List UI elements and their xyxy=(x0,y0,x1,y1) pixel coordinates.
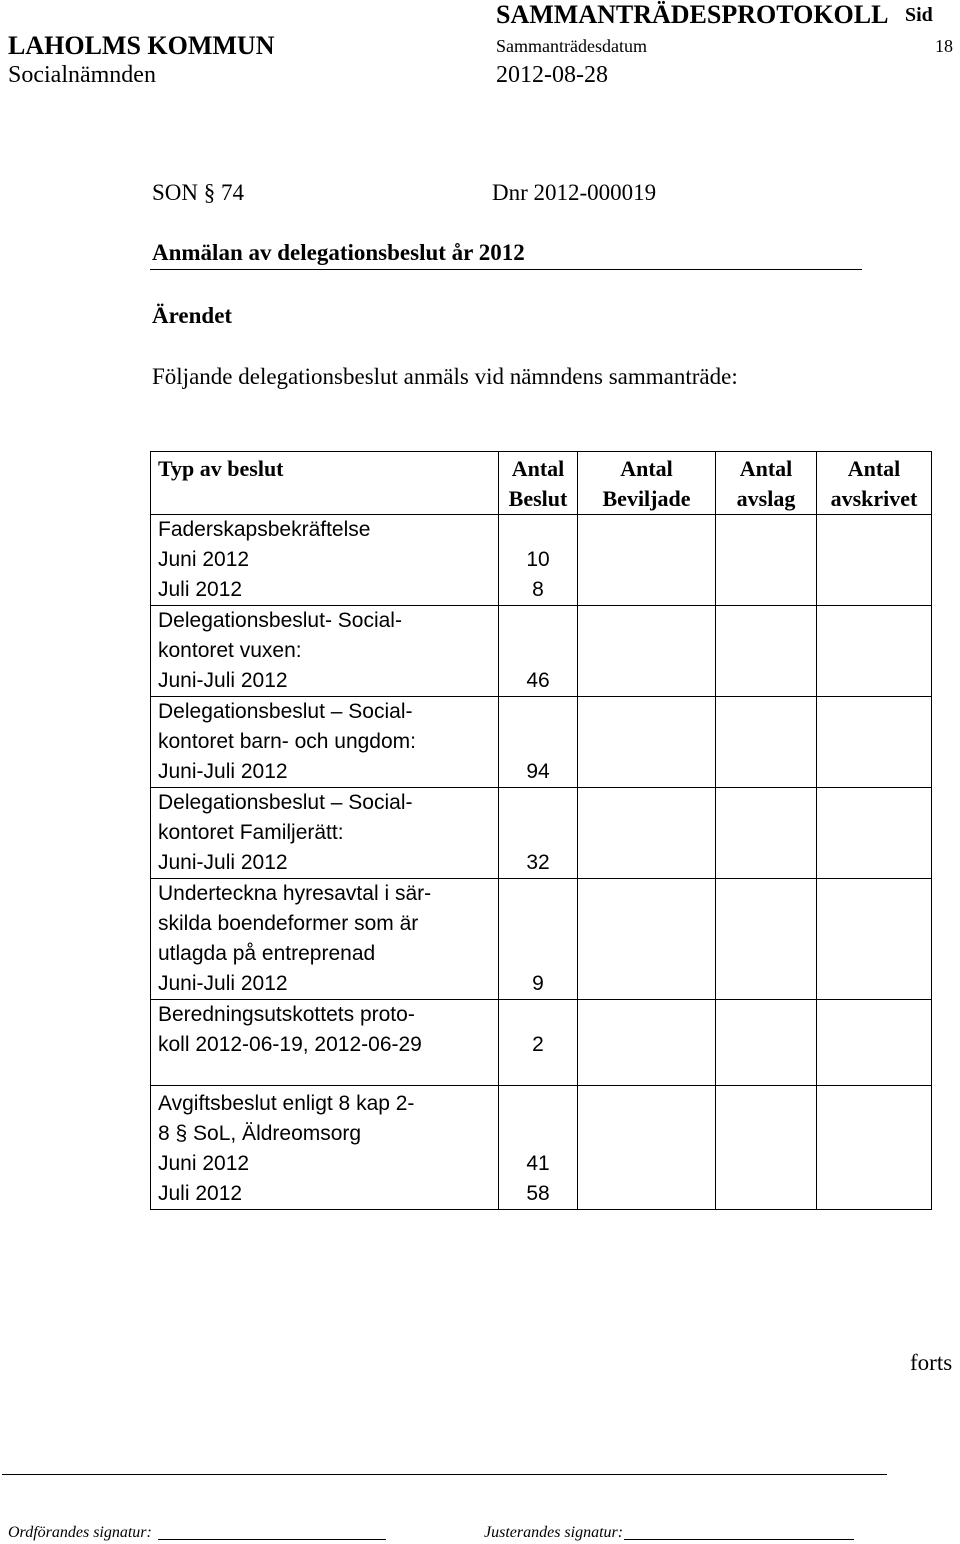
row-avslag xyxy=(716,697,817,788)
row-avskrivet xyxy=(817,1000,932,1086)
organization-name: LAHOLMS KOMMUN xyxy=(8,31,275,60)
row-avskrivet xyxy=(817,788,932,879)
date-label: Sammanträdesdatum xyxy=(496,36,647,56)
sid-label: Sid xyxy=(905,4,933,26)
title-underline xyxy=(150,269,862,270)
row-avslag xyxy=(716,1086,817,1210)
row-avslag xyxy=(716,879,817,1000)
case-dnr: Dnr 2012-000019 xyxy=(492,180,657,205)
row-avskrivet xyxy=(817,1086,932,1210)
paragraph-number: SON § 74 xyxy=(152,180,245,205)
row-beviljade xyxy=(578,1000,716,1086)
row-count: 10 8 xyxy=(499,515,578,606)
row-avskrivet xyxy=(817,606,932,697)
continued-note: forts xyxy=(910,1350,953,1375)
row-count: 9 xyxy=(499,879,578,1000)
table-row xyxy=(151,788,932,879)
row-avslag xyxy=(716,515,817,606)
chair-signature-label: Ordförandes signatur: xyxy=(8,1524,152,1541)
table-row xyxy=(151,879,932,1000)
header-beslut: Antal Beslut xyxy=(499,452,578,515)
meeting-date: 2012-08-28 xyxy=(496,62,608,88)
row-description: Delegationsbeslut – Social- kontoret barn- och ungdom: Juni-Juli 2012 xyxy=(151,697,499,788)
row-description: Beredningsutskottets proto- koll 2012-06-19, 2012-06-29 xyxy=(151,1000,499,1086)
header-avslag: Antal avslag xyxy=(716,452,817,515)
row-avskrivet xyxy=(817,697,932,788)
row-beviljade xyxy=(578,788,716,879)
row-count: 2 xyxy=(499,1000,578,1086)
row-description: Delegationsbeslut – Social- kontoret Familjerätt: Juni-Juli 2012 xyxy=(151,788,499,879)
footer-rule xyxy=(2,1474,887,1475)
intro-text: Följande delegationsbeslut anmäls vid nämndens sammanträde: xyxy=(152,364,738,389)
section-heading: Ärendet xyxy=(152,303,233,328)
protocol-title: SAMMANTRÄDESPROTOKOLL xyxy=(496,0,889,29)
header-type: Typ av beslut xyxy=(151,452,499,515)
row-beviljade xyxy=(578,697,716,788)
chair-signature-line xyxy=(158,1539,386,1540)
row-avslag xyxy=(716,606,817,697)
row-avskrivet xyxy=(817,515,932,606)
committee-name: Socialnämnden xyxy=(8,62,156,88)
row-count: 94 xyxy=(499,697,578,788)
row-count: 46 xyxy=(499,606,578,697)
delegation-table xyxy=(150,451,932,1210)
table-row xyxy=(151,606,932,697)
table-header-row xyxy=(151,452,932,515)
row-count: 41 58 xyxy=(499,1086,578,1210)
row-count: 32 xyxy=(499,788,578,879)
row-avslag xyxy=(716,1000,817,1086)
case-title: Anmälan av delegationsbeslut år 2012 xyxy=(152,240,525,265)
adjuster-signature-label: Justerandes signatur: xyxy=(484,1524,624,1541)
table-row xyxy=(151,697,932,788)
row-avskrivet xyxy=(817,879,932,1000)
row-beviljade xyxy=(578,879,716,1000)
row-description: Faderskapsbekräftelse Juni 2012 Juli 2012 xyxy=(151,515,499,606)
row-description: Delegationsbeslut- Social- kontoret vuxen: Juni-Juli 2012 xyxy=(151,606,499,697)
table-row xyxy=(151,1086,932,1210)
row-beviljade xyxy=(578,1086,716,1210)
table-row xyxy=(151,1000,932,1086)
row-description: Avgiftsbeslut enligt 8 kap 2- 8 § SoL, Äldreomsorg Juni 2012 Juli 2012 xyxy=(151,1086,499,1210)
row-description: Underteckna hyresavtal i sär- skilda boendeformer som är utlagda på entreprenad Juni-Juli 2012 xyxy=(151,879,499,1000)
table-row xyxy=(151,515,932,606)
header-beviljade: Antal Beviljade xyxy=(578,452,716,515)
row-beviljade xyxy=(578,515,716,606)
header-avskrivet: Antal avskrivet xyxy=(817,452,932,515)
row-beviljade xyxy=(578,606,716,697)
page-number: 18 xyxy=(935,36,953,56)
row-avslag xyxy=(716,788,817,879)
adjuster-signature-line xyxy=(624,1539,854,1540)
